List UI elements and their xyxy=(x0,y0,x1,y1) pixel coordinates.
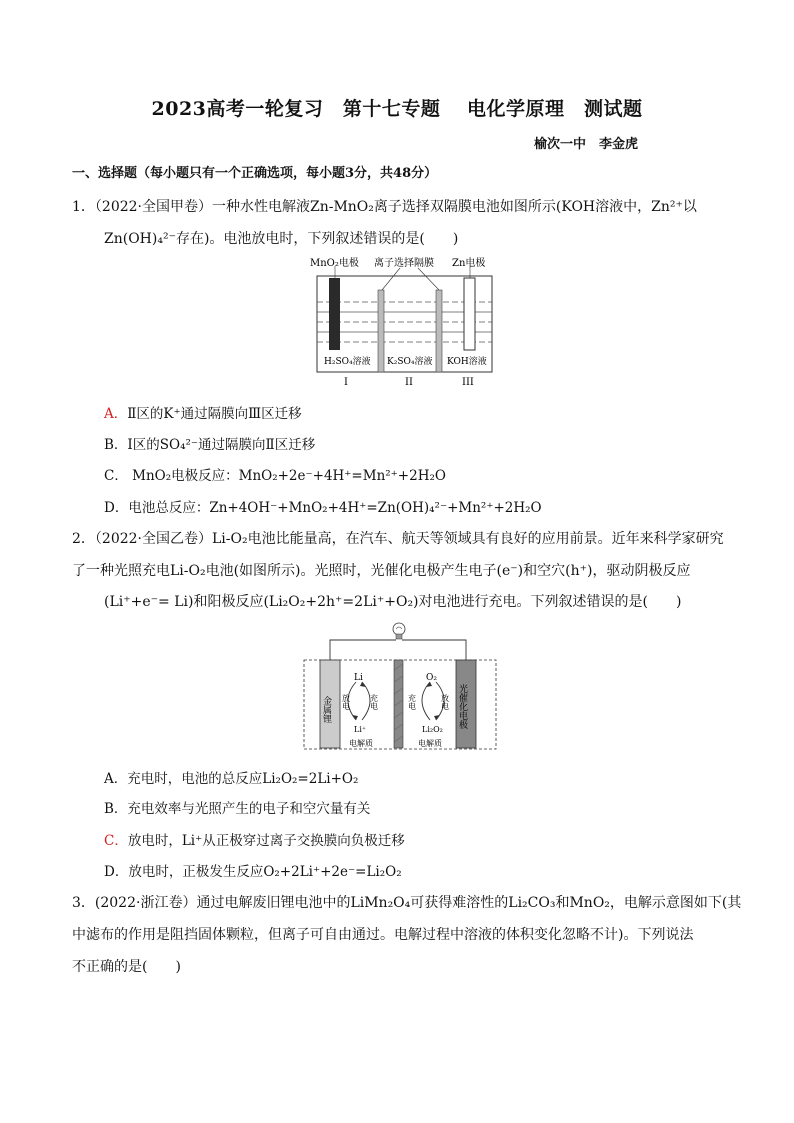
mno2-electrode xyxy=(329,278,340,350)
region-2-label: II xyxy=(405,377,413,388)
q1-battery-diagram xyxy=(300,254,500,389)
q2-stem-line1: 2．（2022·全国乙卷）Li-O₂电池比能量高，在汽车、航天等领域具有良好的应用前景。近年来科学家研究 xyxy=(72,531,724,547)
q3-stem-line3: 不正确的是( ) xyxy=(72,959,181,975)
q2-stem-line2: 了一种光照充电Li-O₂电池(如图所示)。光照时，光催化电极产生电子(e⁻)和空穴(h⁺)，驱动阴极反应 xyxy=(72,563,691,579)
q3-stem-line2: 中滤布的作用是阻挡固体颗粒，但离子可自由通过。电解过程中溶液的体积变化忽略不计)。下列说法 xyxy=(72,927,694,943)
author: 榆次一中 李金虎 xyxy=(534,137,639,152)
q2-option-c xyxy=(104,829,405,849)
q2-option-b: B．充电效率与光照产生的电子和空穴量有关 xyxy=(104,801,371,817)
q3-stem-line1: 3．(2022·浙江卷）通过电解废旧锂电池中的LiMn₂O₄可获得难溶性的Li₂CO₃和MnO₂，电解示意图如下(其 xyxy=(72,895,742,911)
ion-exchange-membrane xyxy=(394,660,403,748)
q1-option-d: D．电池总反应：Zn+4OH⁻+MnO₂+4H⁺=Zn(OH)₄²⁻+Mn²⁺+2H₂O xyxy=(104,500,542,516)
solution-2-label: K₂SO₄溶液 xyxy=(387,357,433,367)
mno2-electrode-label: MnO₂电极 xyxy=(310,258,359,269)
left-discharge-label: 放电 xyxy=(341,694,351,710)
q1-option-a-text: Ⅱ区的K⁺通过隔膜向Ⅲ区迁移 xyxy=(127,406,302,422)
membrane-label: 离子选择隔膜 xyxy=(374,258,434,269)
region-3-label: III xyxy=(462,377,474,388)
light-bulb-icon xyxy=(393,623,405,639)
section-heading: 一、选择题（每小题只有一个正确选项，每小题3分，共48分） xyxy=(72,166,438,181)
photocatalytic-electrode-label: 光催化电极 xyxy=(457,684,467,729)
region-1-label: I xyxy=(344,377,348,388)
solution-3-label: KOH溶液 xyxy=(447,357,487,367)
right-discharge-label: 放电 xyxy=(440,694,450,710)
lithium-electrode-label: 金属锂 xyxy=(321,696,331,723)
q2-option-a: A．充电时，电池的总反应Li₂O₂=2Li+O₂ xyxy=(104,771,359,787)
q2-option-c-text: 放电时，Li⁺从正极穿过离子交换膜向负极迁移 xyxy=(127,833,405,849)
li-ion-label: Li⁺ xyxy=(354,725,367,734)
q2-option-c-letter: C． xyxy=(104,833,128,849)
right-electrolyte-label: 电解质 xyxy=(418,739,442,748)
right-charge-label: 充电 xyxy=(407,694,417,710)
membrane-right xyxy=(436,290,442,372)
zn-electrode-label: Zn电极 xyxy=(452,258,486,269)
q1-option-b: B．Ⅰ区的SO₄²⁻通过隔膜向Ⅱ区迁移 xyxy=(104,437,316,453)
li-label: Li xyxy=(354,673,363,683)
li2o2-label: Li₂O₂ xyxy=(422,725,443,734)
membrane-left xyxy=(378,290,384,372)
zn-electrode xyxy=(464,278,475,350)
q1-stem-line2: Zn(OH)₄²⁻存在)。电池放电时，下列叙述错误的是( ) xyxy=(104,231,459,247)
solution-1-label: H₂SO₄溶液 xyxy=(324,357,371,367)
left-electrolyte-label: 电解质 xyxy=(349,739,373,748)
left-charge-label: 充电 xyxy=(369,694,379,710)
q2-battery-diagram xyxy=(300,620,500,755)
q2-stem-line3: (Li⁺+e⁻= Li)和阳极反应(Li₂O₂+2h⁺=2Li⁺+O₂)对电池进行充电。下列叙述错误的是( ) xyxy=(104,594,682,610)
q1-stem-line1: 1．（2022·全国甲卷）一种水性电解液Zn-MnO₂离子选择双隔膜电池如图所示(KOH溶液中，Zn²⁺以 xyxy=(72,199,697,215)
page-title: 2023高考一轮复习 第十七专题 电化学原理 测试题 xyxy=(151,98,643,120)
q1-option-c: C． MnO₂电极反应：MnO₂+2e⁻+4H⁺=Mn²⁺+2H₂O xyxy=(104,468,446,484)
q1-option-a xyxy=(104,402,302,422)
q2-option-d: D．放电时，正极发生反应O₂+2Li⁺+2e⁻=Li₂O₂ xyxy=(104,864,402,880)
o2-label: O₂ xyxy=(426,673,437,683)
q1-option-a-letter: A． xyxy=(104,406,128,422)
